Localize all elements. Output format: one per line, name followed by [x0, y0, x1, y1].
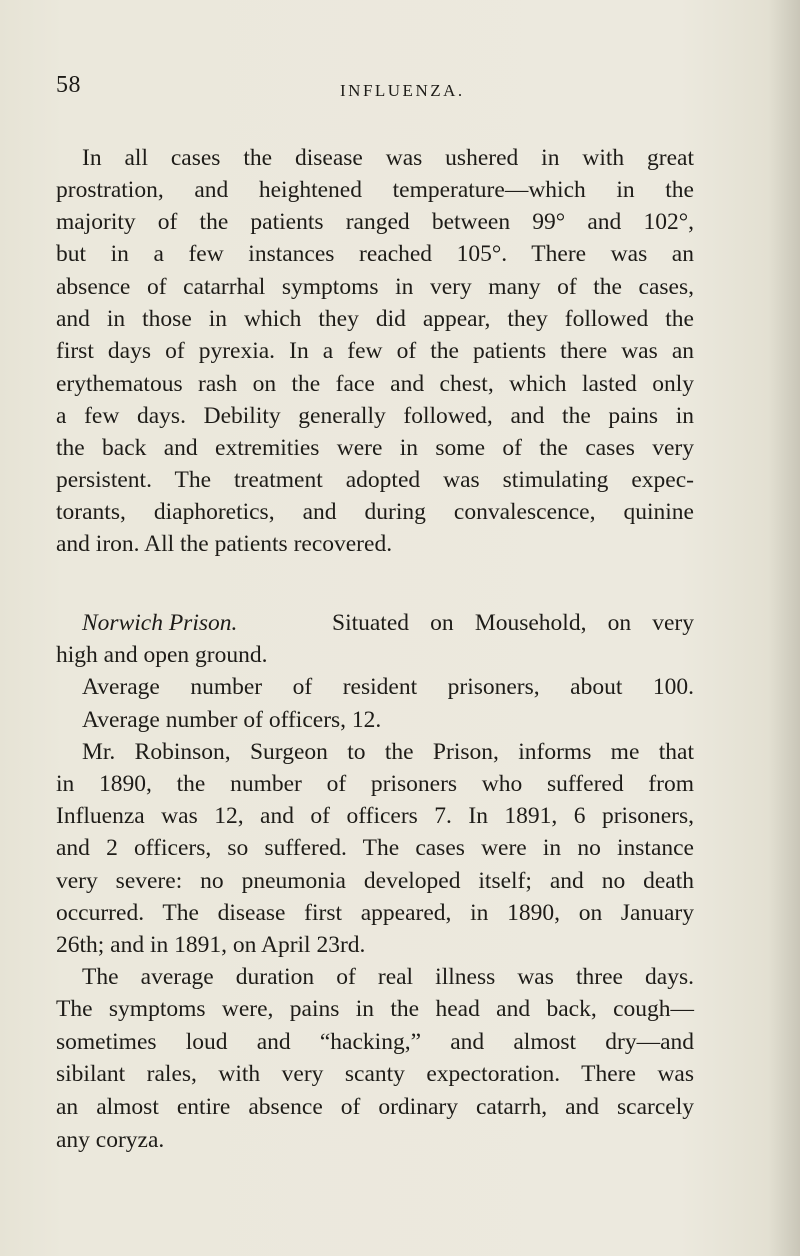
section-line-2: high and open ground. [56, 642, 268, 668]
section-line-8: and 2 officers, so suffered. The cases were in no instance [56, 835, 694, 861]
section-line-16: an almost entire absence of ordinary catarrh, and scarcely [56, 1094, 694, 1120]
running-head: INFLUENZA. [340, 81, 465, 100]
paragraph-1-line-5: absence of catarrhal symptoms in very many of the cases, [56, 274, 694, 300]
paragraph-1-line-1: In all cases the disease was ushered in with great [82, 145, 694, 171]
section-line-14: sometimes loud and “hacking,” and almost dry—and [56, 1029, 694, 1055]
paragraph-1-line-3: majority of the patients ranged between 99° and 102°, [56, 209, 694, 235]
paragraph-1-line-6: and in those in which they did appear, they followed the [56, 306, 694, 332]
section-line-11: 26th; and in 1891, on April 23rd. [56, 932, 366, 958]
paragraph-1-line-9: a few days. Debility generally followed, and the pains in [56, 403, 694, 429]
section-line-1-rest: Situated on Mousehold, on very [332, 610, 694, 636]
section-heading-title: Norwich Prison. [82, 610, 238, 636]
section-line-10: occurred. The disease first appeared, in 1890, on January [56, 900, 694, 926]
section-line-9: very severe: no pneumonia developed itself; and no death [56, 868, 694, 894]
section-line-5: Mr. Robinson, Surgeon to the Prison, informs me that [82, 739, 694, 765]
section-line-3: Average number of resident prisoners, about 100. [82, 674, 694, 700]
section-line-17: any coryza. [56, 1127, 165, 1153]
paragraph-1-line-4: but in a few instances reached 105°. There was an [56, 241, 694, 267]
section-line-6: in 1890, the number of prisoners who suffered from [56, 771, 694, 797]
section-line-7: Influenza was 12, and of officers 7. In 1891, 6 prisoners, [56, 803, 694, 829]
paragraph-1-line-7: first days of pyrexia. In a few of the patients there was an [56, 338, 694, 364]
paragraph-1-line-13: and iron. All the patients recovered. [56, 531, 393, 557]
paragraph-1-line-12: torants, diaphoretics, and during convalescence, quinine [56, 499, 694, 525]
paragraph-1-line-10: the back and extremities were in some of the cases very [56, 435, 694, 461]
page-number: 58 [56, 72, 81, 98]
paragraph-1-line-8: erythematous rash on the face and chest, which lasted only [56, 371, 694, 397]
section-line-12: The average duration of real illness was three days. [82, 964, 694, 990]
section-heading [82, 612, 237, 636]
paragraph-1-line-11: persistent. The treatment adopted was stimulating expec- [56, 467, 694, 493]
section-line-15: sibilant rales, with very scanty expectoration. There was [56, 1061, 694, 1087]
section-line-4: Average number of officers, 12. [82, 707, 382, 733]
section-line-13: The symptoms were, pains in the head and back, cough— [56, 996, 694, 1022]
paragraph-1-line-2: prostration, and heightened temperature—which in the [56, 177, 694, 203]
